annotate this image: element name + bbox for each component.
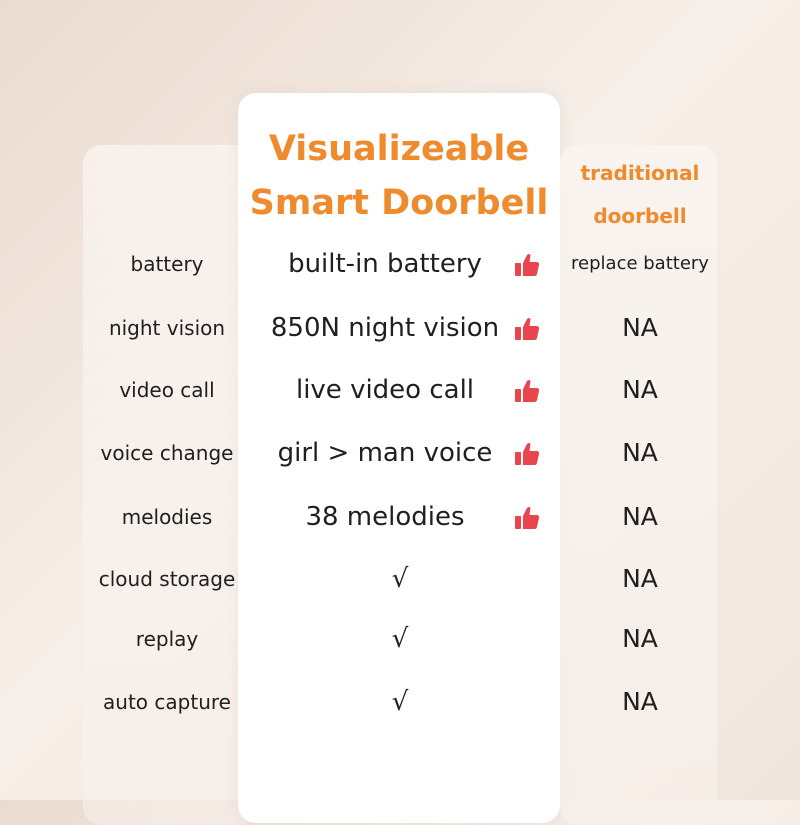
smart-doorbell-value (238, 370, 560, 410)
comparison-row-video-call (0, 370, 800, 410)
smart-doorbell-title (238, 122, 560, 230)
smart-doorbell-value-text: 38 melodies (305, 502, 465, 532)
smart-doorbell-title-line-1: Visualizeable (268, 129, 530, 169)
smart-doorbell-value-text: built-in battery (288, 249, 482, 279)
traditional-doorbell-title-line-2: doorbell (593, 204, 687, 228)
thumbs-up-icon (514, 442, 540, 466)
smart-doorbell-title-line-2: Smart Doorbell (249, 183, 549, 223)
traditional-doorbell-value: NA (622, 687, 658, 716)
traditional-doorbell-value: NA (622, 438, 658, 467)
smart-doorbell-value (238, 308, 560, 348)
smart-doorbell-value-text: live video call (295, 375, 475, 405)
check-icon: √ (391, 624, 409, 654)
feature-label: replay (135, 627, 199, 651)
thumbs-up-icon (514, 506, 540, 530)
comparison-row-battery (0, 244, 800, 284)
check-icon: √ (391, 687, 409, 717)
feature-label: voice change (100, 441, 234, 465)
thumbs-up-icon (514, 317, 540, 341)
comparison-row-night-vision (0, 308, 800, 348)
traditional-doorbell-value: NA (622, 564, 658, 593)
feature-label: cloud storage (98, 567, 236, 591)
comparison-row-voice-change (0, 433, 800, 473)
comparison-row-replay (0, 619, 800, 659)
traditional-doorbell-value: replace battery (571, 253, 709, 274)
traditional-doorbell-value: NA (622, 502, 658, 531)
smart-doorbell-value-text: girl > man voice (277, 438, 493, 468)
traditional-doorbell-title-line-1: traditional (580, 161, 700, 185)
traditional-doorbell-title (560, 152, 720, 238)
feature-label: battery (130, 252, 204, 276)
feature-label: video call (119, 378, 215, 402)
feature-label: night vision (108, 316, 226, 340)
thumbs-up-icon (514, 379, 540, 403)
check-icon: √ (391, 564, 409, 594)
comparison-row-melodies (0, 497, 800, 537)
thumbs-up-icon (514, 253, 540, 277)
traditional-doorbell-value: NA (622, 375, 658, 404)
comparison-row-cloud-storage (0, 559, 800, 599)
smart-doorbell-value (238, 244, 560, 284)
smart-doorbell-value-text: 850N night vision (270, 313, 500, 343)
feature-label: melodies (121, 505, 213, 529)
feature-label: auto capture (103, 690, 231, 714)
comparison-row-auto-capture (0, 682, 800, 722)
traditional-doorbell-value: NA (622, 313, 658, 342)
traditional-doorbell-value: NA (622, 624, 658, 653)
smart-doorbell-value (238, 497, 560, 537)
smart-doorbell-value (238, 433, 560, 473)
